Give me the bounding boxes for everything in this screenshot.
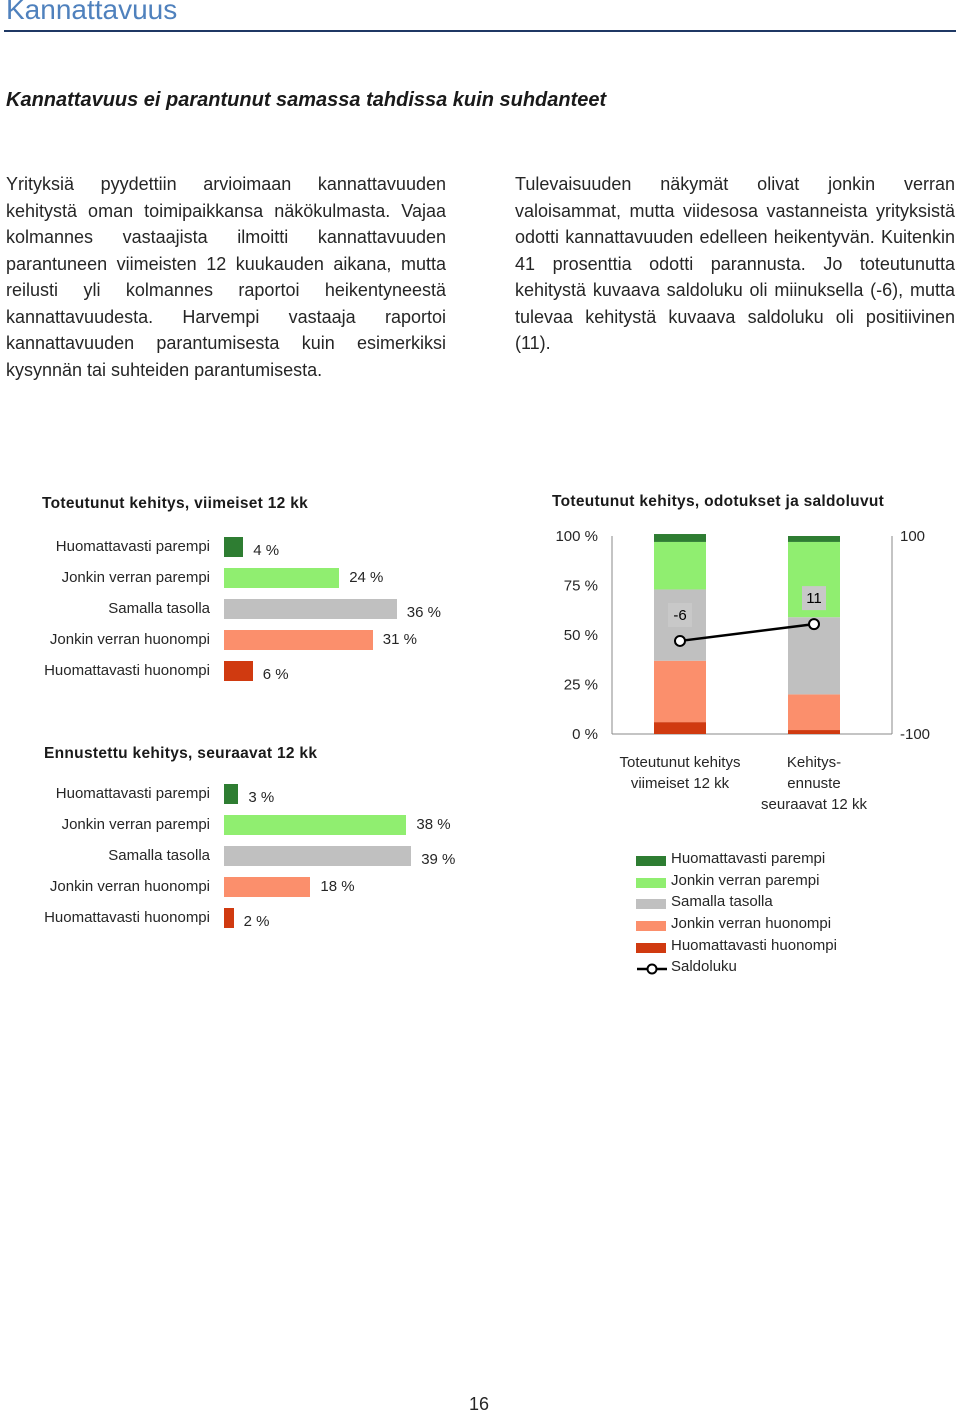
legend-line-marker (636, 958, 668, 980)
legend-swatch (636, 899, 666, 909)
bar (224, 661, 253, 681)
bar-category-label: Jonkin verran parempi (61, 569, 210, 586)
bar-category-label: Jonkin verran huonompi (49, 878, 210, 895)
legend-item (636, 893, 956, 915)
bar-value-label: 38 % (416, 816, 451, 833)
bar (224, 784, 238, 804)
body-text-right: Tulevaisuuden näkymät olivat jonkin verran valoisammat, mutta viidesosa vastanneista yrityksistä odotti kannattavuuden edelleen heikentyvän. Kuitenkin 41 prosenttia odotti parannusta. Jo toteutunutta kehitystä kuvaava saldoluku oli miinuksella (-6), mutta tulevaa kehitystä kuvaava saldoluku oli positiivinen (11). (515, 174, 955, 353)
legend-label: Jonkin verran parempi (671, 872, 820, 889)
stacked-bar-segment (788, 536, 840, 542)
legend-item (636, 872, 956, 894)
bar (224, 846, 411, 866)
bar-category-label: Jonkin verran huonompi (49, 631, 210, 648)
legend-swatch (636, 856, 666, 866)
chart-forecast (0, 783, 480, 943)
legend-label: Huomattavasti parempi (671, 850, 826, 867)
bar-row (0, 783, 480, 805)
bar-category-label: Huomattavasti huonompi (44, 909, 210, 926)
legend-item (636, 850, 956, 872)
bar (224, 815, 406, 835)
stacked-bar-segment (654, 542, 706, 590)
bar (224, 877, 310, 897)
legend-label: Saldoluku (671, 958, 737, 975)
legend-swatch (636, 921, 666, 931)
saldo-point (675, 636, 685, 646)
legend-swatch (636, 943, 666, 953)
legend-label: Samalla tasolla (671, 893, 773, 910)
bar (224, 599, 397, 619)
legend-item (636, 937, 956, 959)
bar-value-label: 36 % (406, 604, 441, 621)
bar-category-label: Samalla tasolla (108, 847, 210, 864)
bar-row (0, 536, 480, 558)
y-tick-label-right: -100 (900, 726, 931, 743)
chart-stacked-title: Toteutunut kehitys, odotukset ja saldoluvut (552, 493, 885, 510)
chart-realized (0, 536, 480, 696)
y-tick-label-left: 100 % (555, 528, 598, 545)
header-rule (4, 30, 956, 32)
bar-category-label: Samalla tasolla (108, 600, 210, 617)
bar-row (0, 814, 480, 836)
section-heading: Kannattavuus ei parantunut samassa tahdissa kuin suhdanteet (6, 89, 607, 111)
bar-category-label: Jonkin verran parempi (61, 816, 210, 833)
bar-category-label: Huomattavasti parempi (55, 538, 210, 555)
bar-row (0, 660, 480, 682)
x-category-label: Kehitys- (786, 754, 842, 771)
stacked-bar-segment (654, 722, 706, 734)
bar-row (0, 598, 480, 620)
saldo-point (809, 619, 819, 629)
bar (224, 537, 243, 557)
bar-row (0, 629, 480, 651)
stacked-bar-segment (654, 661, 706, 722)
chart-stacked (540, 520, 960, 830)
saldo-label: 11 (806, 590, 822, 608)
bar-category-label: Huomattavasti huonompi (44, 662, 210, 679)
page-number: 16 (469, 1394, 490, 1414)
x-category-label: viimeiset 12 kk (630, 775, 730, 792)
legend-swatch (636, 878, 666, 888)
body-text-left: Yrityksiä pyydettiin arvioimaan kannattavuuden kehitystä oman toimipaikkansa näkökulmasta. Vajaa kolmannes vastaajista ilmoitti kannattavuuden parantuneen viimeisten 12 kuukauden aikana, mutta reilusti yli kolmannes raportoi heikentyneestä kannattavuudesta. Harvempi vastaaja raportoi kannattavuuden parantumisesta kuin esimerkiksi kysynnän tai suhteiden parantumisesta. (6, 174, 446, 380)
stacked-bar-segment (654, 534, 706, 542)
x-category-label: seuraavat 12 kk (761, 796, 867, 813)
stacked-bar-segment (788, 730, 840, 734)
bar (224, 908, 234, 928)
bar-value-label: 39 % (421, 851, 456, 868)
bar-value-label: 2 % (243, 913, 270, 930)
legend-label: Jonkin verran huonompi (671, 915, 832, 932)
y-tick-label-left: 50 % (563, 627, 598, 644)
y-tick-label-left: 0 % (572, 726, 598, 743)
bar-value-label: 18 % (320, 878, 355, 895)
x-category-label: ennuste (787, 775, 841, 792)
bar-value-label: 31 % (382, 631, 417, 648)
stacked-bar-segment (788, 694, 840, 730)
bar (224, 568, 339, 588)
bar-value-label: 24 % (349, 569, 384, 586)
legend-item (636, 958, 956, 980)
bar-row (0, 907, 480, 929)
bar-row (0, 567, 480, 589)
legend-item (636, 915, 956, 937)
y-tick-label-right: 100 (900, 528, 926, 545)
legend-label: Huomattavasti huonompi (671, 937, 837, 954)
x-category-label: Toteutunut kehitys (619, 754, 741, 771)
chart-forecast-title: Ennustettu kehitys, seuraavat 12 kk (44, 745, 318, 762)
page-header-title: Kannattavuus (6, 0, 178, 25)
saldo-label: -6 (673, 606, 687, 624)
bar-value-label: 4 % (253, 542, 280, 559)
bar-category-label: Huomattavasti parempi (55, 785, 210, 802)
y-tick-label-left: 75 % (563, 577, 598, 595)
bar-row (0, 845, 480, 867)
bar-row (0, 876, 480, 898)
chart-realized-title: Toteutunut kehitys, viimeiset 12 kk (42, 495, 309, 512)
y-tick-label-left: 25 % (563, 676, 598, 694)
bar-value-label: 3 % (248, 789, 275, 806)
bar-value-label: 6 % (262, 666, 289, 683)
bar (224, 630, 373, 650)
